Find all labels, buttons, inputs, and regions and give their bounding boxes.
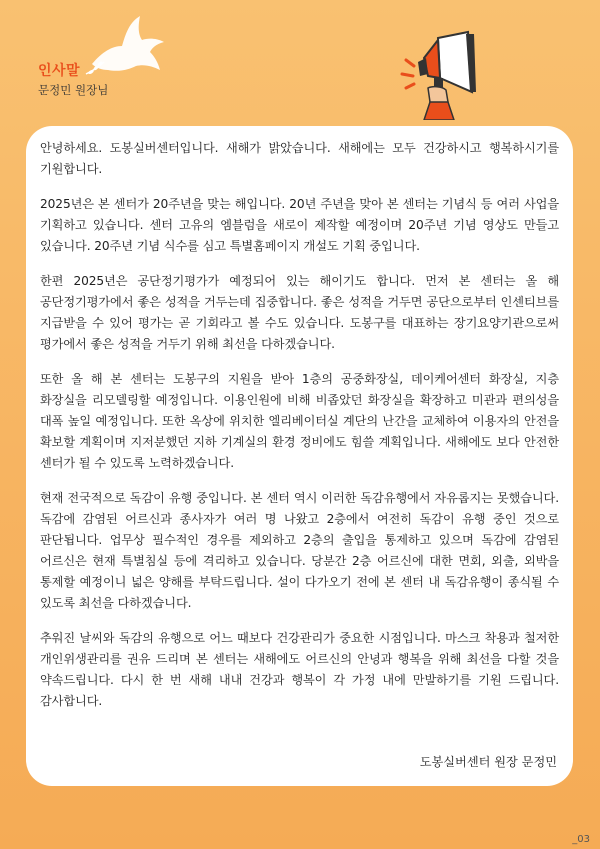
signature: 도봉실버센터 원장 문정민 xyxy=(419,755,557,769)
message-paragraph-3: 한편 2025년은 공단정기평가가 예정되어 있는 해이기도 합니다. 먼저 본 센터는 올 해 공단정기평가에서 좋은 성적을 거두는데 집중합니다. 좋은 성적을 거두면 공단으로부터 인센티브를 지급받을 수 있어 평가는 곧 기회라고 볼 수도 있습니다. 도봉구를 대표하는 장기요양기관으로써 평가에서 좋은 성적을 거두기 위해 최선을 다하겠습니다. xyxy=(40,274,559,351)
message-paragraph-6: 추워진 날씨와 독감의 유행으로 어느 때보다 건강관리가 중요한 시점입니다. 마스크 착용과 철저한 개인위생관리를 권유 드리며 본 센터는 새해에도 어르신의 안녕과 행복을 위해 최선을 다할 것을 약속드립니다. 다시 한 번 새해 내내 건강과 행복이 각 가정 내에 만발하기를 기원 드립니다. 감사합니다. xyxy=(40,631,559,708)
page-title: 인사말 xyxy=(38,63,81,79)
page-number: _03 xyxy=(572,834,590,845)
message-paragraph-2: 2025년은 본 센터가 20주년을 맞는 해입니다. 20년 주년을 맞아 본 센터는 기념식 등 여러 사업을 기획하고 있습니다. 센터 고유의 엠블럼을 새로이 제작할 예정이며 20주년 기념 영상도 만들고 있습니다. 20주년 기념 식수를 심고 특별홈페이지 개설도 기획 중입니다. xyxy=(40,197,559,253)
message-paragraph-1: 안녕하세요. 도봉실버센터입니다. 새해가 밝았습니다. 새해에는 모두 건강하시고 행복하시기를 기원합니다. xyxy=(40,141,559,176)
message-paragraph-4: 또한 올 해 본 센터는 도봉구의 지원을 받아 1층의 공중화장실, 데이케어센터 화장실, 지층 화장실을 리모델링할 예정입니다. 이용인원에 비해 비좁았던 화장실을 확장하고 미관과 편의성을 대폭 높일 예정입니다. 또한 옥상에 위치한 엘리베이터실 계단의 난간을 교체하여 이용자의 안전을 확보할 계획이며 지저분했던 지하 기계실의 환경 정비에도 힘쓸 계획입니다. 새해에도 보다 안전한 센터가 될 수 있도록 노력하겠습니다. xyxy=(40,372,559,470)
message-paragraph-5: 현재 전국적으로 독감이 유행 중입니다. 본 센터 역시 이러한 독감유행에서 자유롭지는 못했습니다. 독감에 감염된 어르신과 종사자가 여러 명 나왔고 2층에서 여전히 독감이 유행 중인 것으로 판단됩니다. 업무상 필수적인 경우를 제외하고 2층의 출입을 통제하고 있으며 독감에 감염된 어르신은 현재 특별침실 등에 격리하고 있습니다. 당분간 2층 어르신에 대한 면회, 외출, 외박을 통제할 예정이니 넓은 양해를 부탁드립니다. 설이 다가오기 전에 본 센터 내 독감유행이 종식될 수 있도록 최선을 다하겠습니다. xyxy=(40,491,559,610)
message-card xyxy=(26,126,573,786)
dove-icon xyxy=(82,12,170,82)
megaphone-icon xyxy=(398,30,480,120)
author-subtitle: 문정민 원장님 xyxy=(38,83,109,97)
